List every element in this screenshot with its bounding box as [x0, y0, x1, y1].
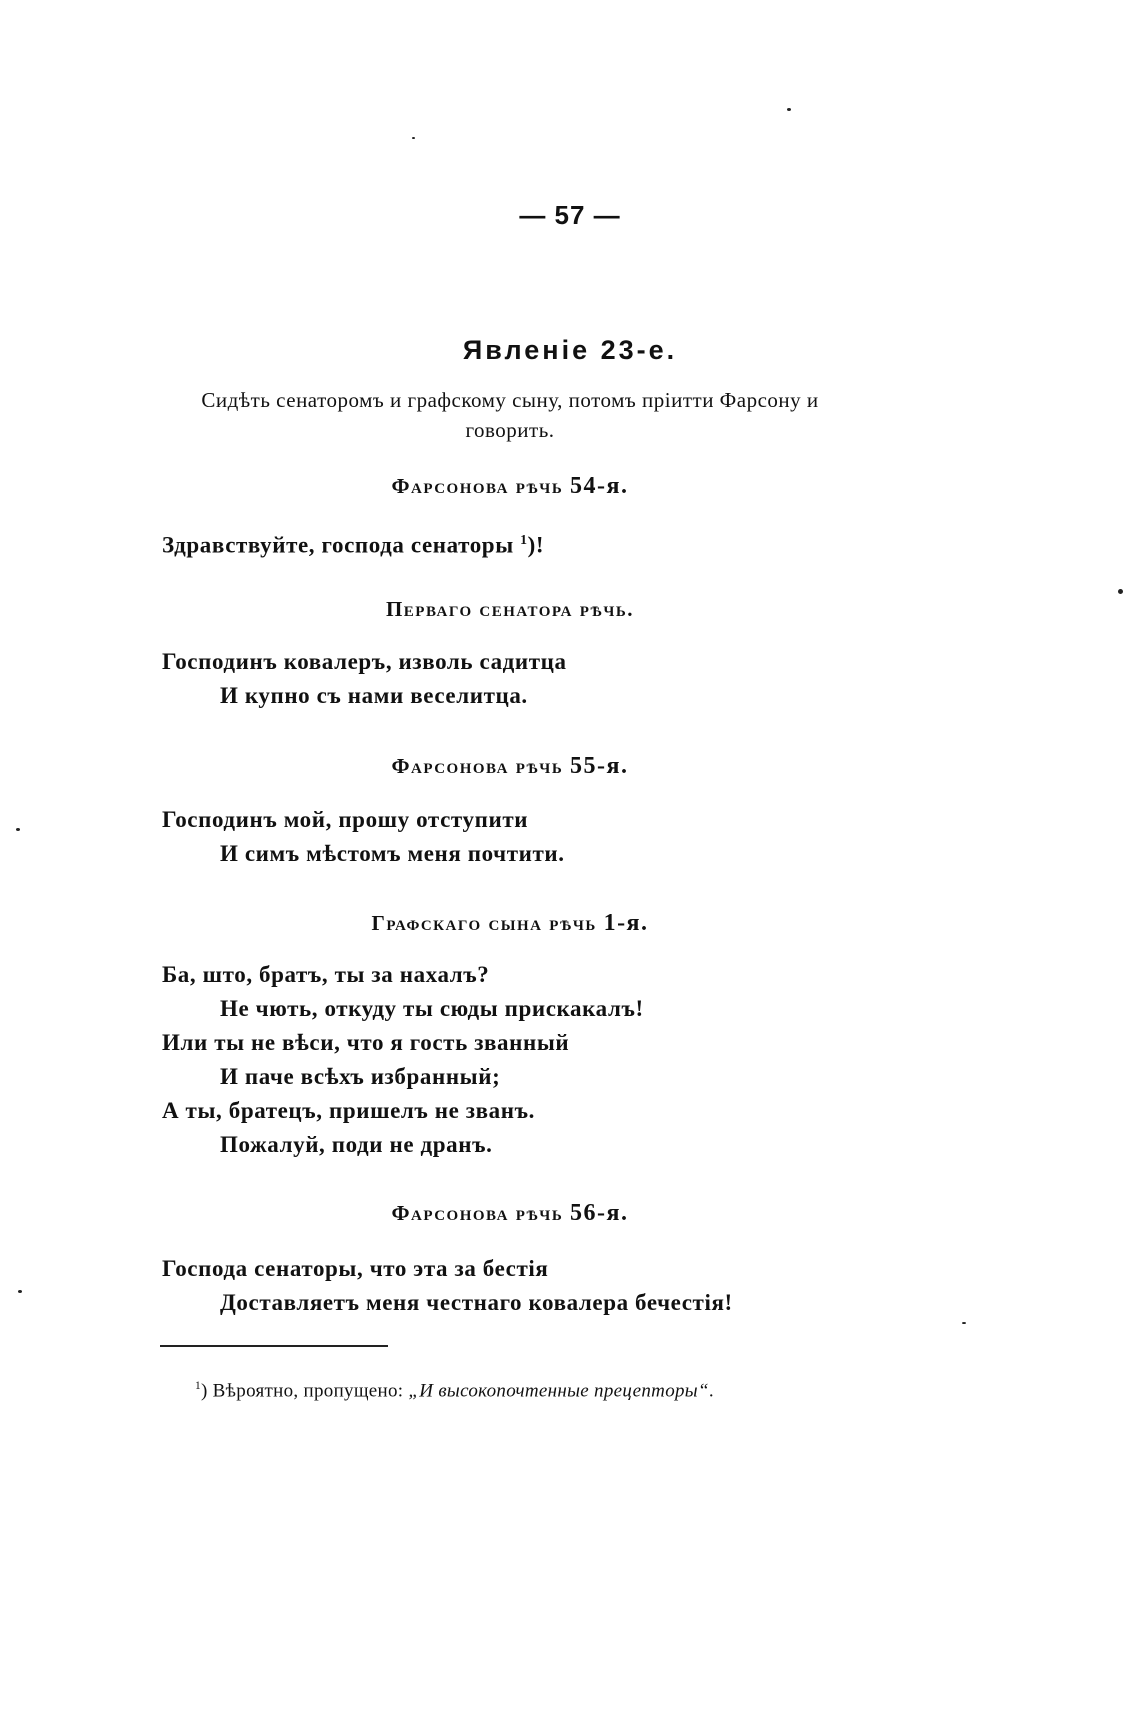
verse-line: Не чють, откуду ты сюды прискакалъ! — [220, 996, 644, 1021]
verse-line: Или ты не вѣси, что я гость званный — [162, 1030, 570, 1055]
speaker-name: Фарсонова рѣчь — [391, 1201, 564, 1225]
footnote-text: ) Вѣроятно, пропущено: — [201, 1380, 409, 1402]
verse-line-ending: )! — [527, 532, 545, 558]
verse-line: Доставляетъ меня честнаго ковалера бечестія! — [220, 1290, 733, 1315]
page-number: — 57 — — [519, 200, 621, 230]
verse-line: Господинъ мой, прошу отступити — [162, 807, 529, 832]
verse-line: Господа сенаторы, что эта за бестія — [162, 1256, 549, 1281]
speech-text — [162, 958, 962, 1162]
scan-speck — [16, 828, 20, 831]
stage-direction-line: говорить. — [465, 418, 555, 442]
verse-line: Господинъ ковалеръ, изволь садитца — [162, 649, 567, 674]
speaker-heading — [0, 910, 1020, 937]
scan-speck — [962, 1322, 966, 1324]
stage-direction-line: Сидѣть сенаторомъ и графскому сыну, потомъ пріитти Фарсону и — [201, 388, 819, 412]
stage-direction — [160, 385, 860, 445]
speaker-heading — [0, 597, 1020, 622]
scan-speck — [412, 137, 415, 139]
verse-line-text: Здравствуйте, господа сенаторы — [162, 532, 514, 558]
footnote-marker: 1 — [195, 1380, 201, 1392]
scan-speck — [787, 108, 791, 111]
footnote-end: . — [708, 1380, 714, 1402]
speech-text — [162, 1252, 962, 1320]
footnote-quote: „И высокопочтенные прецепторы“ — [408, 1380, 709, 1402]
scene-title: Явленіе 23-е. — [462, 335, 678, 365]
speech-number: 55-я. — [570, 753, 629, 779]
speaker-heading — [0, 753, 1020, 780]
verse-line: Ба, што, братъ, ты за нахалъ? — [162, 962, 490, 987]
speaker-name: Перваго сенатора рѣчь. — [385, 597, 635, 621]
speaker-name: Фарсонова рѣчь — [391, 754, 564, 778]
speaker-name: Фарсонова рѣчь — [391, 474, 564, 498]
speaker-name: Графскаго сына рѣчь — [371, 911, 597, 935]
verse-line: И паче всѣхъ избранный; — [220, 1064, 501, 1089]
speaker-heading — [0, 473, 1020, 500]
verse-line: И купно съ нами веселитца. — [220, 683, 528, 708]
verse-line — [162, 523, 962, 563]
speech-text — [162, 523, 962, 563]
speech-text — [162, 803, 962, 871]
speech-number: 56-я. — [570, 1200, 629, 1226]
scan-speck — [1118, 589, 1123, 594]
verse-line: А ты, братецъ, пришелъ не званъ. — [162, 1098, 535, 1123]
scan-speck — [18, 1290, 22, 1293]
verse-line: Пожалуй, поди не дранъ. — [220, 1132, 493, 1157]
speaker-heading — [0, 1200, 1020, 1227]
footnote-reference: 1 — [520, 532, 528, 547]
speech-number: 54-я. — [570, 473, 629, 499]
footnote-divider — [160, 1345, 388, 1347]
footnote — [195, 1380, 714, 1402]
verse-line: И симъ мѣстомъ меня почтити. — [220, 841, 565, 866]
speech-text — [162, 645, 962, 713]
speech-number: 1-я. — [603, 910, 649, 936]
